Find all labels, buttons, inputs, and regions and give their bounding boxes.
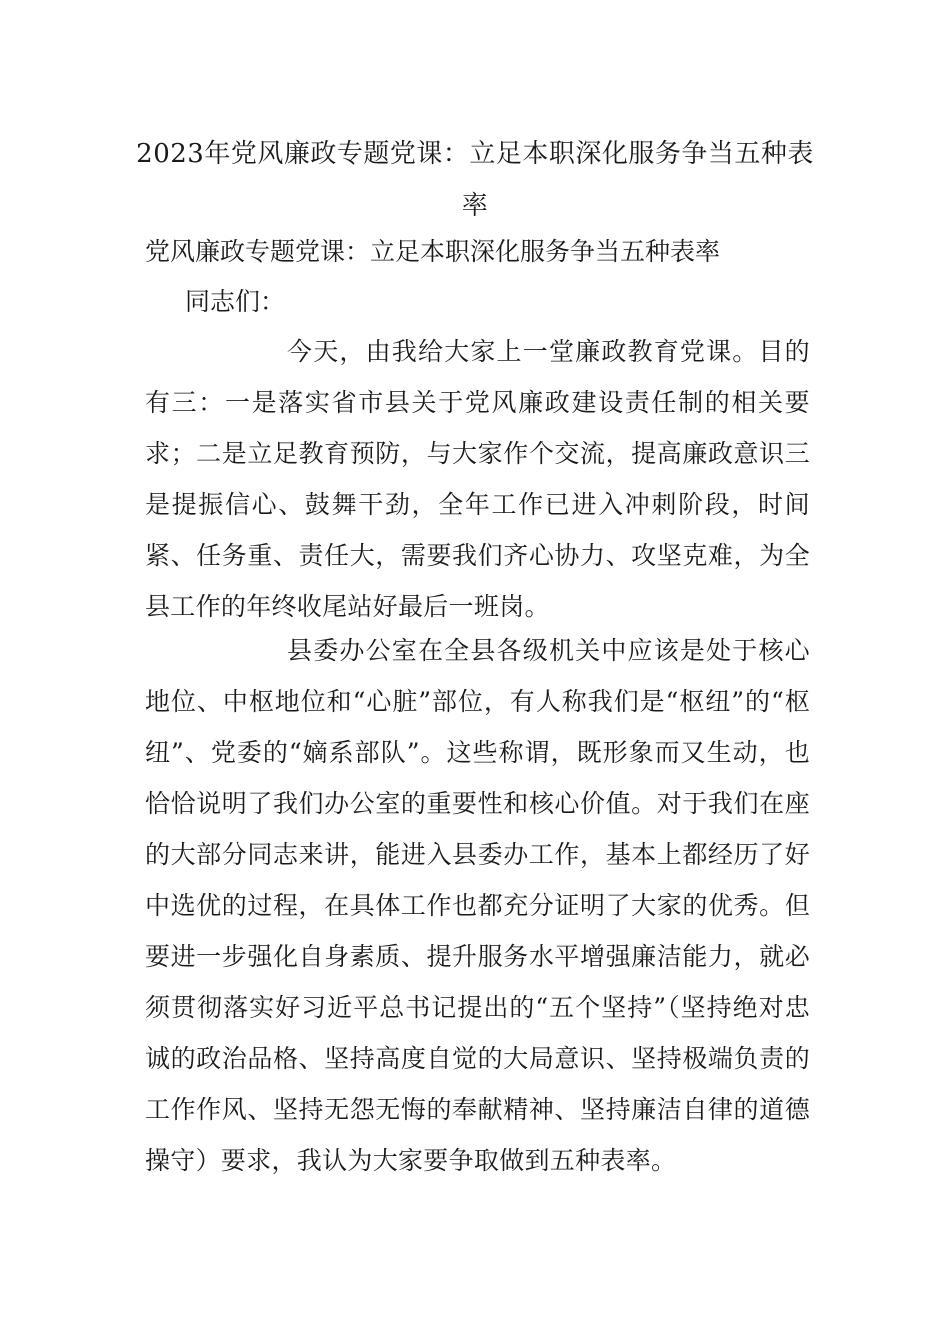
- paragraph-2: 县委办公室在全县各级机关中应该是处于核心地位、中枢地位和“心脏”部位，有人称我们是“枢纽”的“枢纽”、党委的“嫡系部队”。这些称谓，既形象而又生动，也恰恰说明了我们办公室的重要性和核心价值。对于我们在座的大部分同志来讲，能进入县委办工作，基本上都经历了好中选优的过程，在具体工作也都充分证明了大家的优秀。但要进一步强化自身素质、提升服务水平增强廉洁能力，就必须贯彻落实好习近平总书记提出的“五个坚持”（坚持绝对忠诚的政治品格、坚持高度自觉的大局意识、坚持极端负责的工作作风、坚持无怨无悔的奉献精神、坚持廉洁自律的道德操守）要求，我认为大家要争取做到五种表率。: [145, 636, 810, 1175]
- paragraph-1: 今天，由我给大家上一堂廉政教育党课。目的有三：一是落实省市县关于党风廉政建设责任制的相关要求；二是立足教育预防，与大家作个交流，提高廉政意识三是提振信心、鼓舞干劲，全年工作已进入冲刺阶段，时间紧、任务重、责任大，需要我们齐心协力、攻坚克难，为全县工作的年终收尾站好最后一班岗。: [145, 337, 810, 621]
- document-title: 2023年党风廉政专题党课：立足本职深化服务争当五种表率: [136, 139, 814, 221]
- document-subtitle: 党风廉政专题党课：立足本职深化服务争当五种表率: [145, 237, 721, 266]
- salutation: 同志们：: [185, 287, 286, 316]
